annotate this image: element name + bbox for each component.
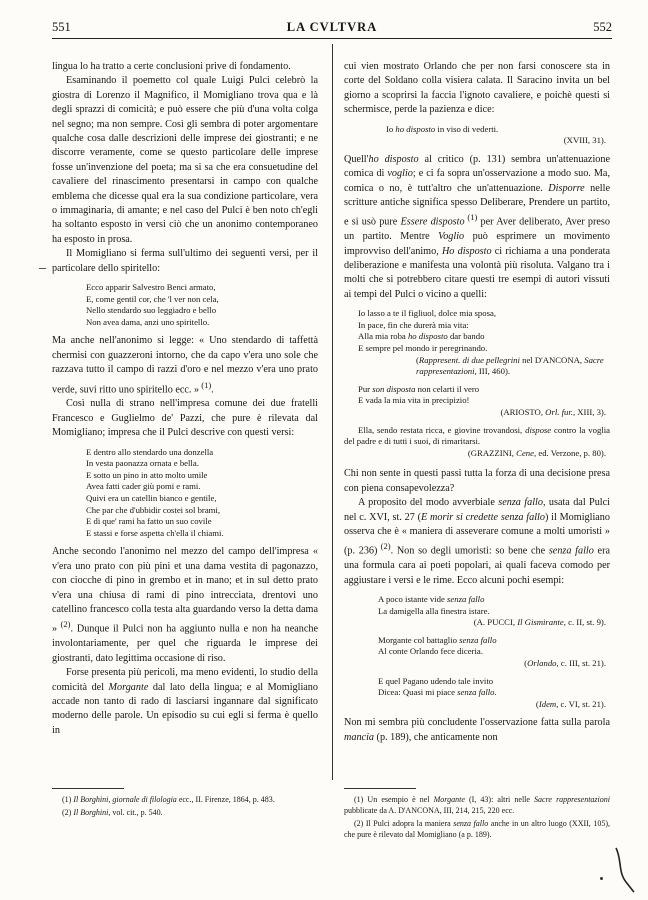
verse-line: Nello stendardo suo leggiadro e bello <box>86 305 217 316</box>
verse-line: La damigella alla finestra istare. <box>378 605 490 616</box>
citation: (ARIOSTO, Orl. fur., XIII, 3). <box>500 407 606 418</box>
paragraph: Anche secondo l'anonimo nel mezzo del campo dell'impresa « v'era uno prato con più pini et una dama vestita di pagonazzo, con ciocche di pino in grembo et in mano; et in sul detto prato v'era una chiusa di rami di pino intrecciata, drentovi uno catellino francesco colla testa alta guardando verso la detta dama » $^{(2)}$. Dunque il Pulci non ha aggiunto nulla e non ha neanche involontariamente, per quel che riguarda le imprese dei giostranti, dato legittima occasione di riso. <box>52 546 318 664</box>
verse-line: Ecco apparir Salvestro Benci armato, <box>86 282 216 293</box>
footnotes-right <box>344 794 610 842</box>
header-rule <box>52 38 612 39</box>
verse-quote <box>386 124 610 147</box>
verse-line: In pace, fin che durerà mia vita: <box>358 319 469 330</box>
paragraph: Ma anche nell'anonimo si legge: « Uno stendardo di taffettà chermisi con guazzeroni intorno, che da capo v'era uno sole che razzava tutto il campo di razzi d'oro e nel mezzo v'era uno prato verde, suvi ritto uno spiritello ecc. » $^{(1)}$. <box>52 335 318 396</box>
verse-line: Morgante col battaglio senza fallo <box>378 634 497 645</box>
verse-line: Dicea: Quasi mi piace senza fallo. <box>378 687 497 698</box>
column-divider <box>332 44 333 780</box>
left-column <box>52 60 318 738</box>
verse-line: E quel Pagano udendo tale invito <box>378 675 494 686</box>
paragraph: Forse presenta più pericoli, ma meno evidenti, lo studio della comicità del Morgante dal lato della lingua; e al Momigliano accade non tanto di rado di lasciarsi ingannare dal significato moderno delle parole. Un episodio su cui egli si ferma è quello in <box>52 667 318 736</box>
verse-quote <box>86 447 318 540</box>
footnote: (2) Il Borghini, vol. cit., p. 540. <box>62 808 163 817</box>
page-header <box>52 20 612 36</box>
citation: (Rappresent. di due pellegrini nel D'ANCONA, Sacre rappresentazioni, III, 460). <box>416 354 604 377</box>
verse-line: Avea fatti cader giù pomi e rami. <box>86 481 201 492</box>
right-column <box>344 60 610 745</box>
verse-line: Che par che d'ubbidir costei sol brami, <box>86 504 221 515</box>
scan-mark <box>39 268 46 269</box>
verse-quote <box>378 594 610 710</box>
verse-line: Quivi era un catellin bianco e gentile, <box>86 493 217 504</box>
verse-line: E, come gentil cor, che 'l ver non cela, <box>86 293 219 304</box>
verse-line: A poco istante vide senza fallo <box>378 594 485 605</box>
prose-quote: Ella, sendo restata ricca, e giovine trovandosi, dispose contro la voglia del padre e di tutti i suoi, di rimaritarsi. (GRAZZINI, Cene, ed. Verzone, p. 80). <box>344 424 610 458</box>
paragraph: Il Momigliano si ferma sull'ultimo dei seguenti versi, per il particolare dello spiritello: <box>52 248 318 274</box>
citation: (Orlando, c. III, st. 21). <box>524 658 606 668</box>
paragraph: Chi non sente in questi passi tutta la forza di una decisione presa con piena consapevolezza? <box>344 468 610 494</box>
verse-quote <box>358 308 610 418</box>
paragraph: Quell'ho disposto al critico (p. 131) sembra un'attenuazione comica di voglio; e ci fa sopra un'osservazione a modo suo. Ma, comica o no, è tutt'altro che un'attenuazione. Disporre nelle scritture antiche significa spesso Deliberare, Prendere un partito, e si usò pure Essere disposto $^{(1)}$ per Aver deliberato, Aver preso un partito. Mentre Voglio può esprimere un movimento improvviso dell'animo, Ho disposto ci richiama a una ponderata deliberazione e manifesta una volontà più risoluta. Valgano tra i molti che si potrebbero citare questi tre esempi di autori vissuti ai tempi del Pulci o vicino a quelli: <box>344 153 611 300</box>
paragraph: Così nulla di strano nell'impresa comune dei due fratelli Francesco e Guglielmo de' Pazzi, che pure è rilevata dal Momigliano; impresa che il Pulci descrive con questi versi: <box>52 398 318 439</box>
page-number-right: 552 <box>593 20 612 34</box>
paragraph: lingua lo ha tratto a certe conclusioni prive di fondamento. <box>52 61 291 72</box>
verse-line: E stassi e forse aspetta ch'ella il chiami. <box>86 527 224 538</box>
verse-line: Io ho disposto in viso di vederti. <box>386 123 499 134</box>
scan-mark <box>600 877 603 880</box>
citation: (GRAZZINI, Cene, ed. Verzone, p. 80). <box>467 447 606 458</box>
page-number-left: 551 <box>52 20 71 34</box>
footnote: (1) Il Borghini, giornale di filologia ecc., II. Firenze, 1864, p. 483. <box>62 795 275 804</box>
paragraph: Esaminando il poemetto col quale Luigi Pulci celebrò la giostra di Lorenzo il Magnifico, il Momigliano trova qua e là degli sprazzi di comicità; e può essere che più d'una volta colga nel segno; ma non sempre. Così gli sembra di poter argomentare qualche cosa dalle descrizioni delle imprese dei giostranti; e ne discorre veramente, come se questo particolare delle imprese fosse un'invenzione del poeta; ma si sa che era consuetudine del cavaliere del rinascimento presentarsi in campo con qualche emblema che dicesse qual era la sua condizione particolare, vera o immaginaria, di amante; e nel caso del Pulci è ben noto ch'egli ha soltanto esposto in versi ciò che un anonimo contemporaneo ha esposto in prosa. <box>52 75 318 245</box>
verse-quote <box>86 282 318 328</box>
footnote: (1) Un esempio è nel Morgante (I, 43): altri nelle Sacre rappresentazioni pubblicate da A. D'ANCONA, III, 214, 215, 220 ecc. <box>344 795 610 815</box>
footnote-rule <box>344 788 416 789</box>
verse-line: E dentro allo stendardo una donzella <box>86 446 214 457</box>
scan-mark <box>612 846 636 894</box>
verse-line: E vada la mia vita in precipizio! <box>358 395 470 406</box>
footnote-ref[interactable]: (1) <box>199 379 212 390</box>
citation: (Idem, c. VI, st. 21). <box>535 698 606 709</box>
verse-line: Pur son disposta non celarti il vero <box>358 383 480 394</box>
footnote-ref[interactable]: (2) <box>57 619 71 630</box>
citation: (A. PUCCI, Il Gismirante, c. II, st. 9). <box>473 617 606 628</box>
verse-line: In vesta paonazza ornata e bella. <box>86 458 199 469</box>
verse-line: Non avea dama, anzi uno spiritello. <box>86 316 210 327</box>
paragraph: Non mi sembra più concludente l'osservazione fatta sulla parola mancia (p. 189), che anticamente non <box>344 717 610 743</box>
footnote-ref[interactable]: (2) <box>377 541 391 552</box>
verse-line: Io lasso a te il figliuol, dolce mia sposa, <box>358 308 497 319</box>
footnote-rule <box>52 788 124 789</box>
verse-line: E sempre pel mondo ir peregrinando. <box>358 343 488 354</box>
footnote-ref[interactable]: (1) <box>464 212 478 223</box>
footnote: (2) Il Pulci adopra la maniera senza fallo anche in un altro luogo (XXII, 105), che pure è rilevato dal Momigliano (a p. 189). <box>344 819 611 839</box>
verse-line: E sotto un pino in atto molto umile <box>86 469 208 480</box>
paragraph: A proposito del modo avverbiale senza fallo, usata dal Pulci nel c. XVI, st. 27 (E morir si credette senza fallo) il Momigliano osserva che è « maniera di asseverare comune a molti umoristi » (p. 236) $^{(2)}$. Non so degli umoristi: so bene che senza fallo era una formula cara ai poeti popolari, ai quali faceva comodo per aggiustare i versi e le rime. Ecco alcuni pochi esempi: <box>344 497 610 586</box>
paragraph: cui vien mostrato Orlando che per non farsi conoscere sta in corte del Soldano colla visiera calata. Il Saracino invita un bel giorno a scoprirsi la faccia l'ignoto cavaliere, e poichè questi si schermisce, perde la pazienza e dice: <box>344 61 610 116</box>
footnotes-left <box>52 794 318 820</box>
verse-line: Al conte Orlando fece diceria. <box>378 646 483 657</box>
journal-title: LA CVLTVRA <box>286 20 378 34</box>
verse-line: Alla mia roba ho disposto dar bando <box>358 331 485 342</box>
verse-line: E di que' rami ha fatto un suo covile <box>86 516 212 527</box>
citation: (XVIII, 31). <box>563 135 606 146</box>
